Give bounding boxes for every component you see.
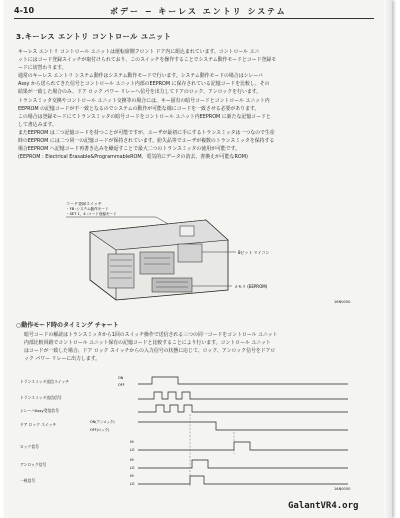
control-unit-illustration [52, 202, 342, 302]
signal-label: ドア ロック スイッチ [20, 422, 57, 427]
body-line: ック パワー リレーに出力します。 [24, 356, 101, 363]
state-on-unlock: ON(アンロック) [90, 420, 115, 424]
body-line: トランスミッタ交換やコントロール ユニット交換等の場合には、キー固有の暗号コードとコントロール ユニット内 [18, 97, 270, 104]
state-hi: HI [130, 474, 134, 478]
body-line: はコードが一致した場合、ドア ロック スイッチからの入力信号の状態に応じて、ロック、アンロック信号をドアロ [24, 348, 276, 355]
body-line: 場合EEPROM へ記憶コード再書き込みを繰返すことで最大二つのトランスミッタの使用が可能です。 [18, 146, 241, 153]
control-unit-housing [90, 220, 228, 300]
chart-figure-code: 16N0050 [334, 487, 351, 491]
waveform-transmitter-switch [138, 377, 348, 384]
waveforms [138, 377, 348, 484]
section-title: 3.キーレス エントリ コントロール ユニット [16, 32, 172, 41]
page-header-title: ボデー − キーレス エントリ システム [110, 7, 287, 16]
eeprom-label: メモリ (EEPROM) [234, 284, 268, 289]
state-hi: HI [130, 458, 134, 462]
waveform-unlock-signal [138, 460, 348, 468]
timing-chart [18, 374, 378, 486]
state-hi: HI [130, 440, 134, 444]
body-line: EEPROM の記憶コードが不一致となるのでシステムの動作が可能な様にコードを一致させる必要があります。 [18, 105, 260, 112]
body-line: ットにはコード登録スイッチが取付けられており、このスイッチを操作することでシステム動作モードとコード登録モ [18, 57, 277, 64]
section-body [18, 48, 378, 161]
waveform-door-lock-switch [138, 422, 348, 430]
waveform-lock-signal [138, 442, 348, 450]
fb-mode-label: ・FB :システム動作モード [66, 207, 109, 211]
body-line: Assy から送られてきた信号とコントロール ユニット内部のEEPROM に保存されている記憶コードを比較し、その [18, 81, 270, 88]
body-line: 結果が一致した場合のみ、ドア ロック パワー リレーへ信号を出力してドアのロック、アンロックを行います。 [18, 89, 262, 96]
body-line: キーレス エントリ コントロール ユニットは運転席側フロント ドア内に組込まれています。コントロール ユニ [18, 49, 260, 55]
state-lo: LO [130, 448, 135, 452]
body-line: (EEPROM : Electrical Erasable&ProgrammableROM、電気的にデータの消去、書換えが可能なROM) [18, 154, 248, 161]
body-line: 時のEEPROM には二つ同一の記憶コードが保持されています。紛失品等でユーザが複数のトランスミッタを保持する [18, 138, 275, 145]
state-on: ON [118, 376, 124, 380]
micom-label: 8ビット マイコン [238, 250, 270, 255]
body-line: 通常のキーレス エントリ システム動作はシステム動作モードで行います。システム動作モードの場合はシレーバ [18, 73, 263, 80]
waveform-match-signal [138, 476, 348, 484]
code-switch-label: コード登録スイッチ [66, 202, 102, 206]
state-lo: LO [130, 466, 135, 470]
binding-edge [384, 0, 392, 518]
watermark: GalantVR4.org [288, 501, 359, 511]
signal-label: シレーバAssy受信信号 [20, 408, 59, 413]
code-switch [180, 226, 194, 236]
body-line: 内部比較回路でコントロール ユニット保有の記憶コードと比較することにより行います。コントロール ユニット [24, 340, 271, 347]
signal-label: アンロック信号 [20, 462, 47, 467]
subsection-body [24, 331, 374, 363]
waveform-transmitter-signal [138, 392, 348, 399]
state-lo: LO [130, 482, 135, 486]
body-line: ードに切替わります。 [18, 65, 67, 72]
set-mode-label: ・SET 1、4 :コード登録モード [66, 212, 117, 216]
state-labels [90, 376, 135, 486]
waveform-receiver-signal [138, 405, 348, 412]
signal-labels [20, 379, 69, 483]
header-rule [14, 18, 374, 19]
state-off-lock: OFF(ロック) [90, 428, 110, 432]
signal-label: ロック信号 [20, 444, 39, 449]
body-line: この場合は登録モードにてトランスミッタの暗号コードをコントロール ユニット内EEPROM に新たな記憶コードと [18, 113, 271, 120]
signal-label: トランスミッタ送信信号 [20, 395, 62, 400]
body-line: またEEPROM は二つ記憶コードを持つことが可能ですが、ユーザが最初に手にするトランスミッタは一つなので生産 [18, 129, 275, 136]
signal-label: トランスミッタ送信スイッチ [20, 379, 70, 384]
page-number: 4-10 [14, 6, 35, 15]
signal-label: 一致信号 [20, 478, 36, 483]
figure-code: 16N0050 [334, 300, 351, 304]
state-off: OFF [118, 383, 125, 387]
subsection-title: ○動作モード時のタイミング チャート [16, 322, 119, 329]
body-line: して書込みます。 [18, 121, 57, 128]
body-line: 暗号コードの解読はトランスミッタから1回のスイッチ操作で送信される三つの同一コードをコントロール ユニット [24, 332, 278, 338]
